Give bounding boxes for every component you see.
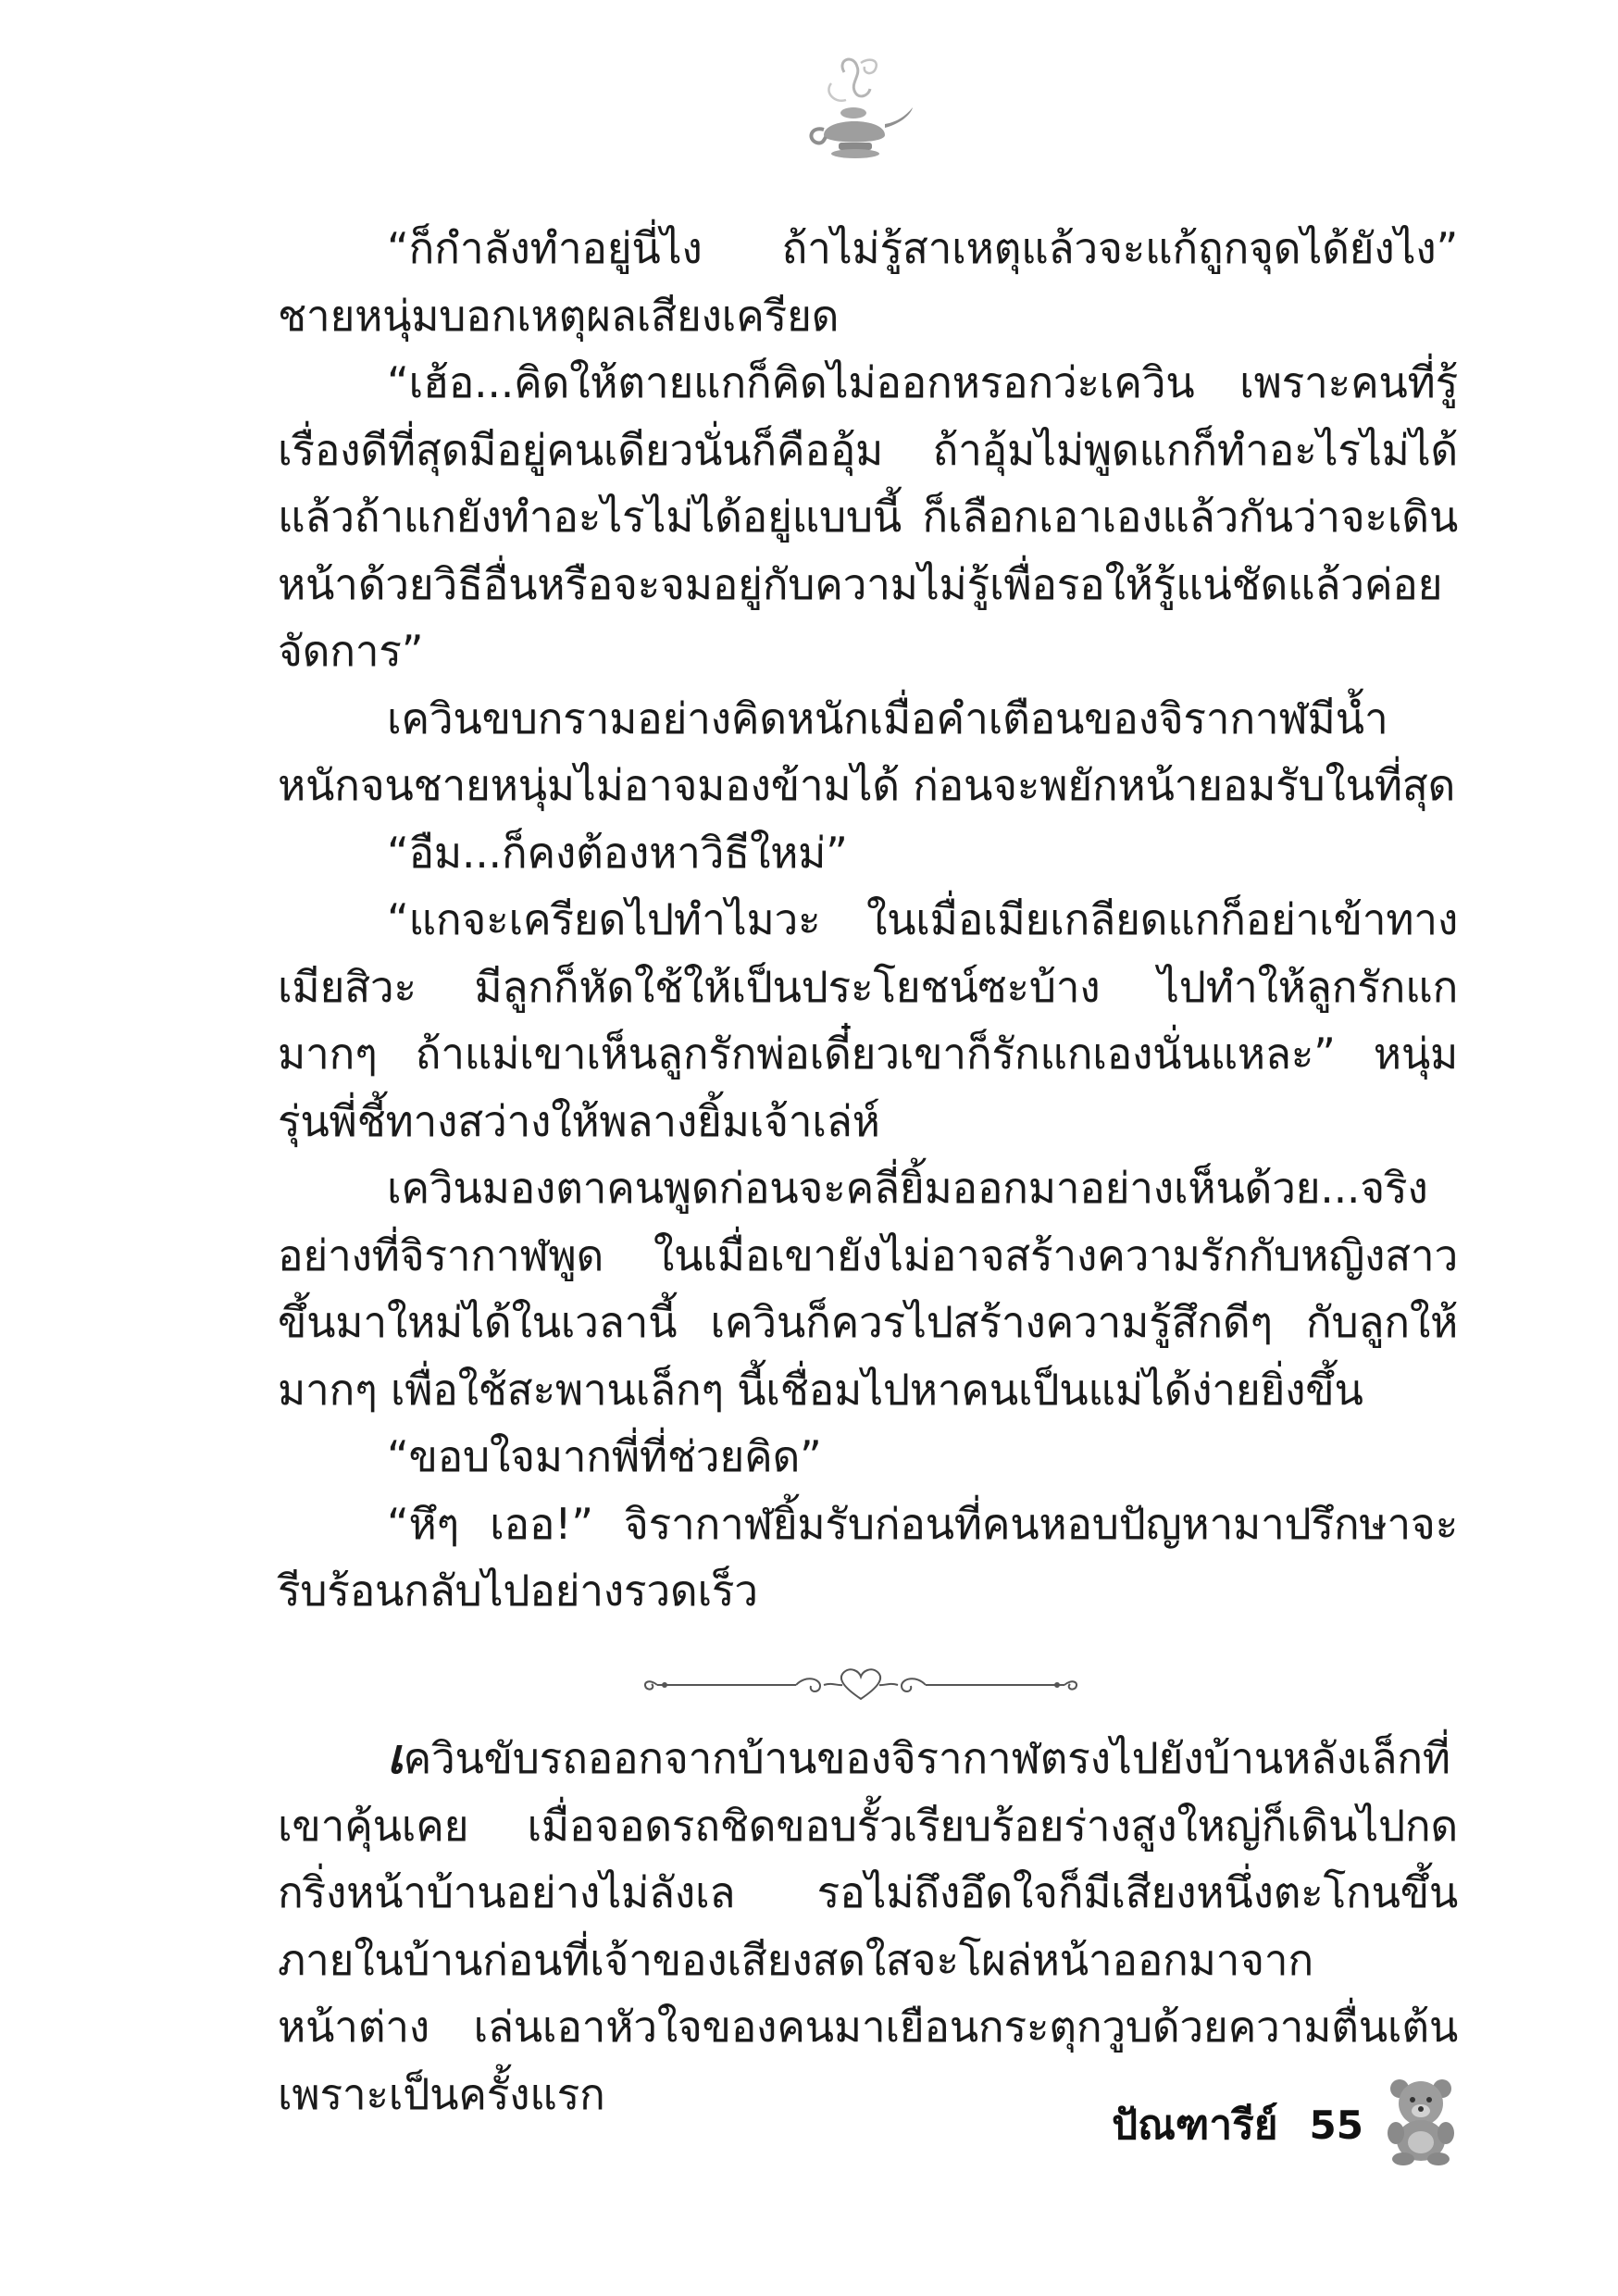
paragraph-1: “ก็กำลังทำอยู่นี่ไง ถ้าไม่รู้สาเหตุแล้วจะแก้ถูกจุดได้ยังไง” ชายหนุ่มบอกเหตุผลเสียงเครียด [278,223,1458,341]
paragraph-7: “ขอบใจมากพี่ที่ช่วยคิด” [387,1431,822,1481]
paragraph-section-2-text: ควินขับรถออกจากบ้านของจิรากาฬตรงไปยังบ้านหลังเล็กที่เขาคุ้นเคย เมื่อจอดรถชิดขอบรั้วเรียบร้อยร่างสูงใหญ่ก็เดินไปกดกริ่งหน้าบ้านอย่างไม่ลังเล รอไม่ถึงอึดใจก็มีเสียงหนึ่งตะโกนขึ้นภายในบ้านก่อนที่เจ้าของเสียงสดใสจะโผล่หน้าออกมาจากหน้าต่าง เล่นเอาหัวใจของคนมาเยือนกระตุกวูบด้วยความตื่นเต้น เพราะเป็นครั้งแรก [278,1733,1458,2119]
teddy-bear-icon [1379,2074,1462,2166]
body-text-top [278,215,1458,1625]
paragraph-section-2 [278,1724,1458,2128]
paragraph-5: “แกจะเครียดไปทำไมวะ ในเมื่อเมียเกลียดแกก็อย่าเข้าทางเมียสิวะ มีลูกก็หัดใช้ให้เป็นประโยชน์ซะบ้าง ไปทำให้ลูกรักแกมากๆ ถ้าแม่เขาเห็นลูกรักพ่อเดี๋ยวเขาก็รักแกเองนั่นแหละ” หนุ่มรุ่นพี่ชี้ทางสว่างให้พลางยิ้มเจ้าเล่ห์ [278,894,1458,1146]
book-title: ปัณฑารีย์ [1112,2102,1278,2149]
paragraph-8: “หึๆ เออ!” จิรากาฬยิ้มรับก่อนที่คนหอบปัญหามาปรึกษาจะรีบร้อนกลับไปอย่างรวดเร็ว [278,1498,1458,1616]
drop-cap: เ [387,1728,404,1785]
heart-divider-icon [639,1662,1083,1708]
genie-lamp-icon [796,56,916,167]
page-number: 55 [1309,2102,1363,2148]
paragraph-4: “อืม...ก็คงต้องหาวิธีใหม่” [387,827,848,878]
body-text-section-2 [278,1724,1458,2128]
paragraph-3: เควินขบกรามอย่างคิดหนักเมื่อคำเตือนของจิรากาฬมีน้ำหนักจนชายหนุ่มไม่อาจมองข้ามได้ ก่อนจะพยักหน้ายอมรับในที่สุด [278,693,1456,810]
paragraph-6: เควินมองตาคนพูดก่อนจะคลี่ยิ้มออกมาอย่างเห็นด้วย...จริงอย่างที่จิรากาฬพูด ในเมื่อเขายังไม่อาจสร้างความรักกับหญิงสาวขึ้นมาใหม่ได้ในเวลานี้ เควินก็ควรไปสร้างความรู้สึกดีๆ กับลูกให้มากๆ เพื่อใช้สะพานเล็กๆ นี้เชื่อมไปหาคนเป็นแม่ได้ง่ายยิ่งขึ้น [278,1163,1458,1415]
paragraph-2: “เฮ้อ...คิดให้ตายแกก็คิดไม่ออกหรอกว่ะเควิน เพราะคนที่รู้เรื่องดีที่สุดมีอยู่คนเดียวนั่นก็คืออุ้ม ถ้าอุ้มไม่พูดแกก็ทำอะไรไม่ได้ แล้วถ้าแกยังทำอะไรไม่ได้อยู่แบบนี้ ก็เลือกเอาเองแล้วกันว่าจะเดินหน้าด้วยวิธีอื่นหรือจะจมอยู่กับความไม่รู้เพื่อรอให้รู้แน่ชัดแล้วค่อยจัดการ” [278,357,1458,676]
page-footer [1112,2088,1363,2162]
